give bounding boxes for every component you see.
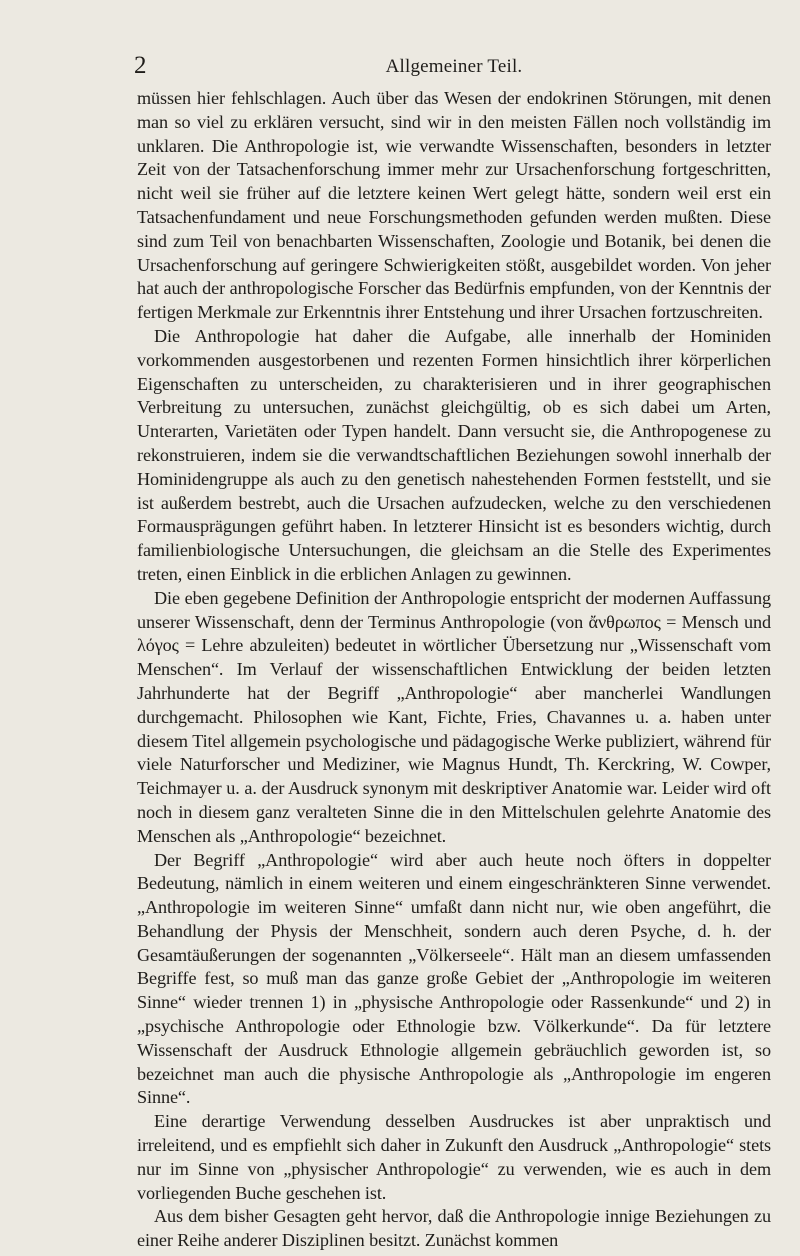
paragraph-usage-recommendation: Eine derartige Verwendung desselben Ausdruckes ist aber unpraktisch und irreleitend, und es empfiehlt sich daher in Zukunft den Ausdruck „Anthropologie“ stets nur im Sinne von „physischer Anthropologie“ zu verwenden, wie es auch in dem vorliegenden Buche geschehen ist. — [137, 1111, 771, 1203]
body-text — [137, 87, 771, 1253]
page-number: 2 — [134, 52, 147, 79]
running-head — [134, 52, 771, 80]
paragraph-related-disciplines: Aus dem bisher Gesagten geht hervor, daß die Anthropologie innige Beziehungen zu einer Reihe anderer Disziplinen besitzt. Zunächst kommen — [137, 1206, 771, 1251]
paragraph-continuation: müssen hier fehlschlagen. Auch über das Wesen der endokrinen Störungen, mit denen man so viel zu erklären versucht, sind wir in den meisten Fällen noch vollständig im unklaren. Die Anthropologie ist, wie verwandte Wissenschaften, besonders in letzter Zeit von der Tatsachenforschung immer mehr zur Ursachenforschung fortgeschritten, nicht weil sie früher auf die letztere keinen Wert gelegt hätte, sondern weil erst ein Tatsachenfundament und neue Forschungsmethoden gefunden werden mußten. Diese sind zum Teil von benachbarten Wissenschaften, Zoologie und Botanik, bei denen die Ursachenforschung auf geringere Schwierigkeiten stößt, ausgebildet worden. Von jeher hat auch der anthropologische Forscher das Bedürfnis empfunden, von der Kenntnis der fertigen Merkmale zur Erkenntnis ihrer Entstehung und ihrer Ursachen fortzuschreiten. — [137, 88, 771, 323]
paragraph-definition: Die eben gegebene Definition der Anthropologie entspricht der modernen Auffassung unserer Wissenschaft, denn der Terminus Anthropologie (von ἄνθρωπος = Mensch und λόγος = Lehre abzuleiten) bedeutet in wörtlicher Übersetzung nur „Wissenschaft vom Menschen“. Im Verlauf der wissenschaftlichen Entwicklung der beiden letzten Jahrhunderte hat der Begriff „Anthropologie“ aber mancherlei Wandlungen durchgemacht. Philosophen wie Kant, Fichte, Fries, Chavannes u. a. haben unter diesem Titel allgemein psychologische und pädagogische Werke publiziert, während für viele Naturforscher und Mediziner, wie Magnus Hundt, Th. Kerckring, W. Cowper, Teichmayer u. a. der Ausdruck synonym mit deskriptiver Anatomie war. Leider wird oft noch in diesem ganz veralteten Sinne die in den Mittelschulen gelehrte Anatomie des Menschen als „Anthropologie“ bezeichnet. — [137, 587, 771, 846]
paragraph-double-meaning: Der Begriff „Anthropologie“ wird aber auch heute noch öfters in doppelter Bedeutung, nämlich in einem weiteren und einem eingeschränkteren Sinne verwendet. „Anthropologie im weiteren Sinne“ umfaßt dann nicht nur, wie oben angeführt, die Behandlung der Physis der Menschheit, sondern auch deren Psyche, d. h. der Gesamtäußerungen der sogenannten „Völkerseele“. Hält man an diesem umfassenden Begriffe fest, so muß man das ganze große Gebiet der „Anthropologie im weiteren Sinne“ wieder trennen 1) in „physische Anthropologie oder Rassenkunde“ und 2) in „psychische Anthropologie oder Ethnologie bzw. Völkerkunde“. Da für letztere Wissenschaft der Ausdruck Ethnologie allgemein gebräuchlich geworden ist, so bezeichnet man auch die physische Anthropologie als „Anthropologie im engeren Sinne“. — [137, 849, 771, 1108]
paragraph-anthropology-task: Die Anthropologie hat daher die Aufgabe, alle innerhalb der Hominiden vorkommenden ausgestorbenen und rezenten Formen hinsichtlich ihrer körperlichen Eigenschaften zu unterscheiden, zu charakterisieren und in ihrer geographischen Verbreitung zu untersuchen, zunächst gleichgültig, ob es sich dabei um Arten, Unterarten, Varietäten oder Typen handelt. Dann versucht sie, die Anthropogenese zu rekonstruieren, indem sie die verwandtschaftlichen Beziehungen sowohl innerhalb der Hominidengruppe als auch zu den genetisch nahestehenden Formen feststellt, und sie ist außerdem bestrebt, auch die Ursachen aufzudecken, welche zu den verschiedenen Formausprägungen geführt haben. In letzterer Hinsicht ist es besonders wichtig, durch familienbiologische Untersuchungen, die gleichsam an die Stelle des Experimentes treten, einen Einblick in die erblichen Anlagen zu gewinnen. — [137, 325, 771, 584]
running-head-title: Allgemeiner Teil. — [385, 56, 523, 77]
